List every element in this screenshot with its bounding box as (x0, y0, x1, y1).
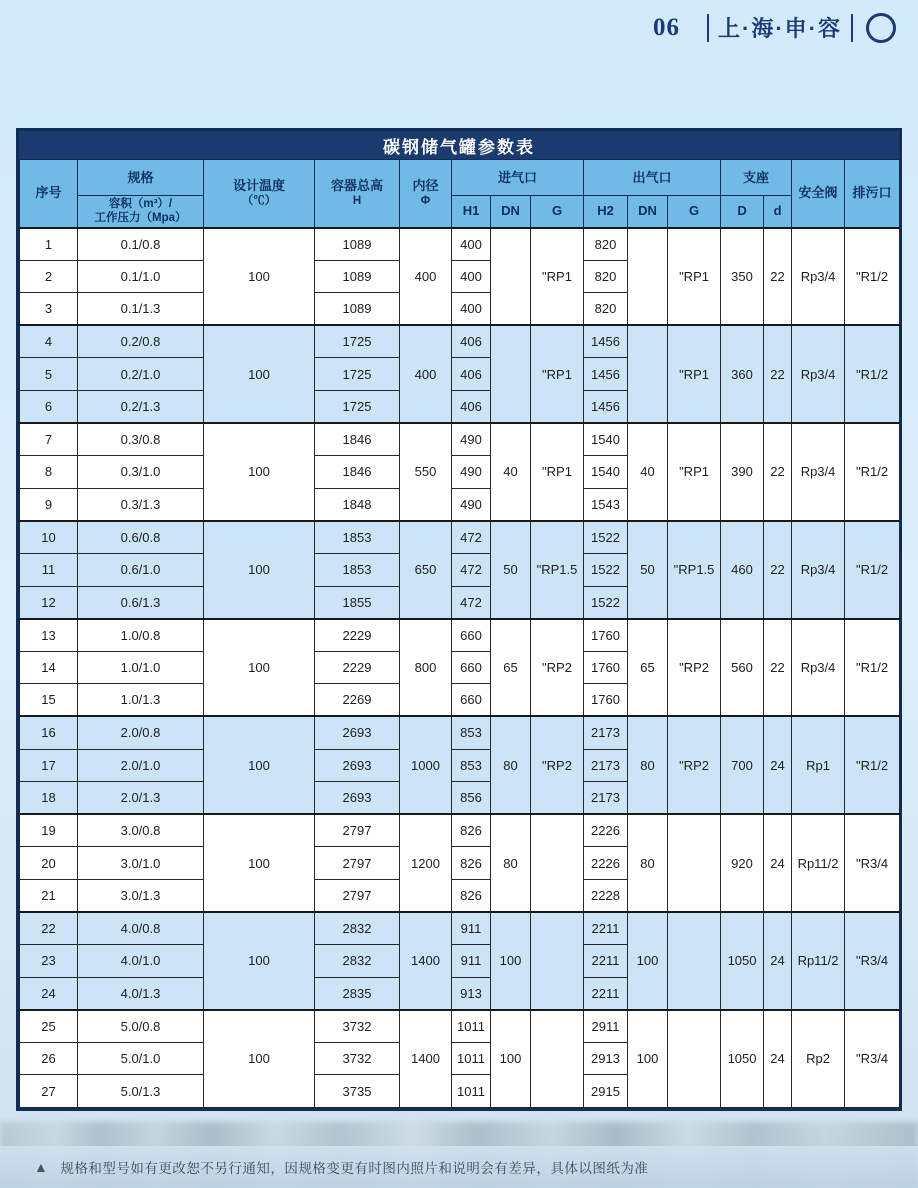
spec-cell: 4.0/0.8 (78, 912, 204, 945)
outlet-h2-cell: 1760 (584, 684, 628, 717)
spec-cell: 5.0/0.8 (78, 1010, 204, 1043)
spec-cell: 4.0/1.3 (78, 977, 204, 1010)
safety-valve-cell: Rp2 (792, 1010, 845, 1108)
safety-valve-cell: Rp3/4 (792, 325, 845, 423)
row-number-cell: 6 (20, 390, 78, 423)
row-number-cell: 18 (20, 782, 78, 815)
total-height-cell: 2693 (315, 716, 400, 749)
drain-cell: "R3/4 (845, 814, 900, 912)
outlet-g-cell (668, 912, 721, 1010)
drain-cell: "R1/2 (845, 619, 900, 717)
outlet-g-cell (668, 814, 721, 912)
inlet-h1-cell: 490 (452, 456, 491, 489)
spec-cell: 0.3/1.3 (78, 488, 204, 521)
col-header-support-d: D (721, 196, 764, 228)
col-header-spec-sub (78, 196, 204, 228)
inner-dia-line2: Φ (420, 194, 431, 207)
row-number-cell: 17 (20, 749, 78, 782)
support-d-cell: 700 (721, 716, 764, 814)
outlet-h2-cell: 1540 (584, 423, 628, 456)
inner-diameter-cell: 1400 (400, 1010, 452, 1108)
total-height-cell: 1725 (315, 325, 400, 358)
inlet-h1-cell: 400 (452, 228, 491, 261)
row-number-cell: 22 (20, 912, 78, 945)
support-d-small-cell: 22 (764, 619, 792, 717)
outlet-g-cell: "RP2 (668, 619, 721, 717)
inlet-h1-cell: 406 (452, 325, 491, 358)
inlet-h1-cell: 472 (452, 586, 491, 619)
design-temp-cell: 100 (204, 423, 315, 521)
inlet-dn-cell: 100 (491, 1010, 531, 1108)
inlet-h1-cell: 911 (452, 912, 491, 945)
inner-diameter-cell: 1200 (400, 814, 452, 912)
table-row (20, 228, 900, 261)
support-d-cell: 920 (721, 814, 764, 912)
support-d-small-cell: 22 (764, 423, 792, 521)
design-temp-cell: 100 (204, 716, 315, 814)
table-row (20, 619, 900, 652)
drain-cell: "R1/2 (845, 228, 900, 326)
inlet-h1-cell: 911 (452, 945, 491, 978)
total-height-cell: 3732 (315, 1042, 400, 1075)
outlet-h2-cell: 1760 (584, 619, 628, 652)
inlet-dn-cell: 50 (491, 521, 531, 619)
spec-cell: 0.2/0.8 (78, 325, 204, 358)
spec-cell: 1.0/0.8 (78, 619, 204, 652)
inlet-g-cell: "RP2 (531, 619, 584, 717)
parameter-table (19, 159, 900, 1108)
outlet-h2-cell: 2173 (584, 716, 628, 749)
inner-diameter-cell: 400 (400, 228, 452, 326)
inlet-g-cell: "RP2 (531, 716, 584, 814)
col-header-safety-valve: 安全阀 (792, 160, 845, 228)
row-number-cell: 13 (20, 619, 78, 652)
table-row (20, 521, 900, 554)
outlet-dn-cell: 80 (628, 716, 668, 814)
support-d-cell: 460 (721, 521, 764, 619)
outlet-g-cell: "RP2 (668, 716, 721, 814)
outlet-h2-cell: 1760 (584, 651, 628, 684)
outlet-h2-cell: 820 (584, 293, 628, 326)
safety-valve-cell: Rp3/4 (792, 228, 845, 326)
outlet-h2-cell: 2173 (584, 782, 628, 815)
col-header-outlet-g: G (668, 196, 721, 228)
inlet-h1-cell: 853 (452, 716, 491, 749)
outlet-g-cell: "RP1 (668, 228, 721, 326)
col-header-spec: 规格 (78, 160, 204, 196)
inlet-h1-cell: 472 (452, 553, 491, 586)
support-d-cell: 390 (721, 423, 764, 521)
inlet-h1-cell: 913 (452, 977, 491, 1010)
support-d-small-cell: 24 (764, 912, 792, 1010)
total-height-cell: 2797 (315, 879, 400, 912)
outlet-dn-cell: 80 (628, 814, 668, 912)
spec-cell: 1.0/1.0 (78, 651, 204, 684)
outlet-h2-cell: 2911 (584, 1010, 628, 1043)
row-number-cell: 26 (20, 1042, 78, 1075)
col-header-support-d-small: d (764, 196, 792, 228)
outlet-h2-cell: 2211 (584, 977, 628, 1010)
inlet-g-cell: "RP1.5 (531, 521, 584, 619)
row-number-cell: 23 (20, 945, 78, 978)
design-temp-cell: 100 (204, 325, 315, 423)
total-height-cell: 2693 (315, 749, 400, 782)
outlet-g-cell (668, 1010, 721, 1108)
outlet-dn-cell: 100 (628, 1010, 668, 1108)
spec-cell: 0.6/0.8 (78, 521, 204, 554)
drain-cell: "R3/4 (845, 912, 900, 1010)
inlet-dn-cell: 80 (491, 716, 531, 814)
outlet-h2-cell: 1456 (584, 390, 628, 423)
inlet-h1-cell: 826 (452, 847, 491, 880)
design-temp-line1: 设计温度 (232, 178, 285, 194)
total-height-cell: 2797 (315, 814, 400, 847)
footer-note-text: 规格和型号如有更改恕不另行通知，因规格变更有时图内照片和说明会有差异，具体以图纸为准 (60, 1161, 649, 1176)
total-height-cell: 2229 (315, 619, 400, 652)
spec-cell: 3.0/1.0 (78, 847, 204, 880)
total-height-line1: 容器总高 (330, 178, 383, 194)
inlet-dn-cell: 100 (491, 912, 531, 1010)
inlet-h1-cell: 1011 (452, 1042, 491, 1075)
spec-cell: 1.0/1.3 (78, 684, 204, 717)
outlet-dn-cell: 65 (628, 619, 668, 717)
page-header (653, 12, 896, 43)
total-height-cell: 1846 (315, 423, 400, 456)
design-temp-cell: 100 (204, 1010, 315, 1108)
outlet-h2-cell: 2226 (584, 814, 628, 847)
outlet-h2-cell: 2915 (584, 1075, 628, 1108)
spec-cell: 5.0/1.3 (78, 1075, 204, 1108)
inner-diameter-cell: 800 (400, 619, 452, 717)
drain-cell: "R1/2 (845, 423, 900, 521)
support-d-small-cell: 22 (764, 521, 792, 619)
col-header-outlet-dn: DN (628, 196, 668, 228)
design-temp-cell: 100 (204, 521, 315, 619)
outlet-g-cell: "RP1.5 (668, 521, 721, 619)
support-d-cell: 1050 (721, 912, 764, 1010)
inlet-h1-cell: 1011 (452, 1010, 491, 1043)
design-temp-cell: 100 (204, 228, 315, 326)
total-height-cell: 1853 (315, 553, 400, 586)
inner-diameter-cell: 550 (400, 423, 452, 521)
spec-cell: 3.0/0.8 (78, 814, 204, 847)
table-title: 碳钢储气罐参数表 (19, 131, 899, 159)
total-height-cell: 1853 (315, 521, 400, 554)
total-height-cell: 1725 (315, 390, 400, 423)
total-height-cell: 1089 (315, 293, 400, 326)
row-number-cell: 8 (20, 456, 78, 489)
row-number-cell: 15 (20, 684, 78, 717)
outlet-g-cell: "RP1 (668, 325, 721, 423)
support-d-small-cell: 24 (764, 716, 792, 814)
support-d-cell: 560 (721, 619, 764, 717)
outlet-h2-cell: 1522 (584, 586, 628, 619)
row-number-cell: 11 (20, 553, 78, 586)
table-row (20, 1010, 900, 1043)
inner-diameter-cell: 650 (400, 521, 452, 619)
total-height-line2: H (352, 194, 362, 207)
outlet-h2-cell: 1456 (584, 325, 628, 358)
col-header-outlet-h2: H2 (584, 196, 628, 228)
inner-diameter-cell: 1000 (400, 716, 452, 814)
row-number-cell: 14 (20, 651, 78, 684)
parameter-table-frame (16, 128, 902, 1111)
outlet-h2-cell: 2173 (584, 749, 628, 782)
inlet-dn-cell (491, 228, 531, 326)
total-height-cell: 2832 (315, 945, 400, 978)
total-height-cell: 3735 (315, 1075, 400, 1108)
row-number-cell: 21 (20, 879, 78, 912)
row-number-cell: 4 (20, 325, 78, 358)
inlet-h1-cell: 660 (452, 619, 491, 652)
inlet-dn-cell: 65 (491, 619, 531, 717)
inlet-h1-cell: 660 (452, 651, 491, 684)
total-height-cell: 2693 (315, 782, 400, 815)
col-header-inlet-h1: H1 (452, 196, 491, 228)
row-number-cell: 24 (20, 977, 78, 1010)
inlet-h1-cell: 1011 (452, 1075, 491, 1108)
spec-cell: 0.3/0.8 (78, 423, 204, 456)
spec-cell: 0.1/1.3 (78, 293, 204, 326)
outlet-dn-cell (628, 228, 668, 326)
table-body (20, 228, 900, 1108)
total-height-cell: 1089 (315, 260, 400, 293)
safety-valve-cell: Rp3/4 (792, 423, 845, 521)
safety-valve-cell: Rp1 (792, 716, 845, 814)
row-number-cell: 27 (20, 1075, 78, 1108)
total-height-cell: 1855 (315, 586, 400, 619)
col-header-drain: 排污口 (845, 160, 900, 228)
total-height-cell: 3732 (315, 1010, 400, 1043)
design-temp-line2: （℃） (241, 194, 277, 207)
inlet-h1-cell: 406 (452, 358, 491, 391)
table-row (20, 814, 900, 847)
row-number-cell: 19 (20, 814, 78, 847)
inlet-dn-cell: 80 (491, 814, 531, 912)
inlet-h1-cell: 853 (452, 749, 491, 782)
outlet-h2-cell: 1456 (584, 358, 628, 391)
inlet-dn-cell (491, 325, 531, 423)
spec-cell: 0.6/1.0 (78, 553, 204, 586)
table-row (20, 912, 900, 945)
safety-valve-cell: Rp11/2 (792, 814, 845, 912)
outlet-g-cell: "RP1 (668, 423, 721, 521)
total-height-cell: 1846 (315, 456, 400, 489)
outlet-dn-cell: 40 (628, 423, 668, 521)
brand-logo-circle-icon (866, 13, 896, 43)
col-header-support-group: 支座 (721, 160, 792, 196)
footer-note (34, 1157, 648, 1177)
drain-cell: "R3/4 (845, 1010, 900, 1108)
spec-cell: 4.0/1.0 (78, 945, 204, 978)
brand-name: 上·海·申·容 (718, 16, 842, 41)
drain-cell: "R1/2 (845, 325, 900, 423)
spec-cell: 2.0/1.0 (78, 749, 204, 782)
outlet-h2-cell: 820 (584, 228, 628, 261)
spec-cell: 2.0/0.8 (78, 716, 204, 749)
col-header-inlet-g: G (531, 196, 584, 228)
inlet-h1-cell: 472 (452, 521, 491, 554)
table-row (20, 325, 900, 358)
outlet-dn-cell (628, 325, 668, 423)
support-d-small-cell: 22 (764, 228, 792, 326)
safety-valve-cell: Rp3/4 (792, 619, 845, 717)
total-height-cell: 1848 (315, 488, 400, 521)
outlet-h2-cell: 1522 (584, 521, 628, 554)
design-temp-cell: 100 (204, 814, 315, 912)
outlet-h2-cell: 820 (584, 260, 628, 293)
row-number-cell: 16 (20, 716, 78, 749)
row-number-cell: 25 (20, 1010, 78, 1043)
col-header-outlet-group: 出气口 (584, 160, 721, 196)
col-header-inlet-group: 进气口 (452, 160, 584, 196)
total-height-cell: 2797 (315, 847, 400, 880)
row-number-cell: 7 (20, 423, 78, 456)
inlet-h1-cell: 490 (452, 423, 491, 456)
divider-bar (707, 14, 709, 42)
inlet-g-cell: "RP1 (531, 228, 584, 326)
outlet-h2-cell: 2211 (584, 912, 628, 945)
col-header-inner-diameter (400, 160, 452, 228)
inlet-g-cell: "RP1 (531, 423, 584, 521)
inner-diameter-cell: 400 (400, 325, 452, 423)
col-header-total-height (315, 160, 400, 228)
triangle-marker-icon: ▲ (34, 1159, 49, 1175)
safety-valve-cell: Rp11/2 (792, 912, 845, 1010)
design-temp-cell: 100 (204, 912, 315, 1010)
inlet-h1-cell: 400 (452, 260, 491, 293)
spec-cell: 0.2/1.3 (78, 390, 204, 423)
support-d-cell: 350 (721, 228, 764, 326)
col-header-inlet-dn: DN (491, 196, 531, 228)
inner-diameter-cell: 1400 (400, 912, 452, 1010)
total-height-cell: 2229 (315, 651, 400, 684)
spec-cell: 0.6/1.3 (78, 586, 204, 619)
inlet-h1-cell: 400 (452, 293, 491, 326)
safety-valve-cell: Rp3/4 (792, 521, 845, 619)
outlet-h2-cell: 1522 (584, 553, 628, 586)
total-height-cell: 2832 (315, 912, 400, 945)
row-number-cell: 3 (20, 293, 78, 326)
inner-dia-line1: 内径 (412, 178, 439, 194)
inlet-g-cell (531, 1010, 584, 1108)
support-d-cell: 360 (721, 325, 764, 423)
table-row (20, 423, 900, 456)
inlet-h1-cell: 660 (452, 684, 491, 717)
inlet-h1-cell: 856 (452, 782, 491, 815)
spec-cell: 3.0/1.3 (78, 879, 204, 912)
inlet-h1-cell: 826 (452, 814, 491, 847)
support-d-cell: 1050 (721, 1010, 764, 1108)
row-number-cell: 20 (20, 847, 78, 880)
col-header-design-temp (204, 160, 315, 228)
spec-cell: 5.0/1.0 (78, 1042, 204, 1075)
design-temp-cell: 100 (204, 619, 315, 717)
inlet-g-cell: "RP1 (531, 325, 584, 423)
outlet-h2-cell: 1540 (584, 456, 628, 489)
spec-cell: 2.0/1.3 (78, 782, 204, 815)
inlet-dn-cell: 40 (491, 423, 531, 521)
spec-cell: 0.3/1.0 (78, 456, 204, 489)
drain-cell: "R1/2 (845, 716, 900, 814)
total-height-cell: 1725 (315, 358, 400, 391)
support-d-small-cell: 24 (764, 1010, 792, 1108)
drain-cell: "R1/2 (845, 521, 900, 619)
page-number: 06 (653, 13, 681, 41)
outlet-h2-cell: 2228 (584, 879, 628, 912)
total-height-cell: 1089 (315, 228, 400, 261)
inlet-g-cell (531, 814, 584, 912)
spec-cell: 0.1/0.8 (78, 228, 204, 261)
divider-bar (851, 14, 853, 42)
spec-cell: 0.1/1.0 (78, 260, 204, 293)
support-d-small-cell: 24 (764, 814, 792, 912)
spec-sub-line1: 容积（m³）/ (108, 197, 173, 210)
spec-sub-line2: 工作压力（Mpa） (94, 212, 187, 225)
row-number-cell: 1 (20, 228, 78, 261)
row-number-cell: 5 (20, 358, 78, 391)
col-header-no: 序号 (20, 160, 78, 228)
row-number-cell: 12 (20, 586, 78, 619)
outlet-h2-cell: 2211 (584, 945, 628, 978)
outlet-h2-cell: 2913 (584, 1042, 628, 1075)
table-header (20, 160, 900, 228)
row-number-cell: 2 (20, 260, 78, 293)
total-height-cell: 2835 (315, 977, 400, 1010)
inlet-h1-cell: 406 (452, 390, 491, 423)
inlet-h1-cell: 826 (452, 879, 491, 912)
outlet-h2-cell: 2226 (584, 847, 628, 880)
outlet-h2-cell: 1543 (584, 488, 628, 521)
outlet-dn-cell: 100 (628, 912, 668, 1010)
outlet-dn-cell: 50 (628, 521, 668, 619)
footer-strip (0, 1146, 918, 1188)
row-number-cell: 10 (20, 521, 78, 554)
table-row (20, 716, 900, 749)
support-d-small-cell: 22 (764, 325, 792, 423)
spec-cell: 0.2/1.0 (78, 358, 204, 391)
row-number-cell: 9 (20, 488, 78, 521)
total-height-cell: 2269 (315, 684, 400, 717)
inlet-g-cell (531, 912, 584, 1010)
inlet-h1-cell: 490 (452, 488, 491, 521)
